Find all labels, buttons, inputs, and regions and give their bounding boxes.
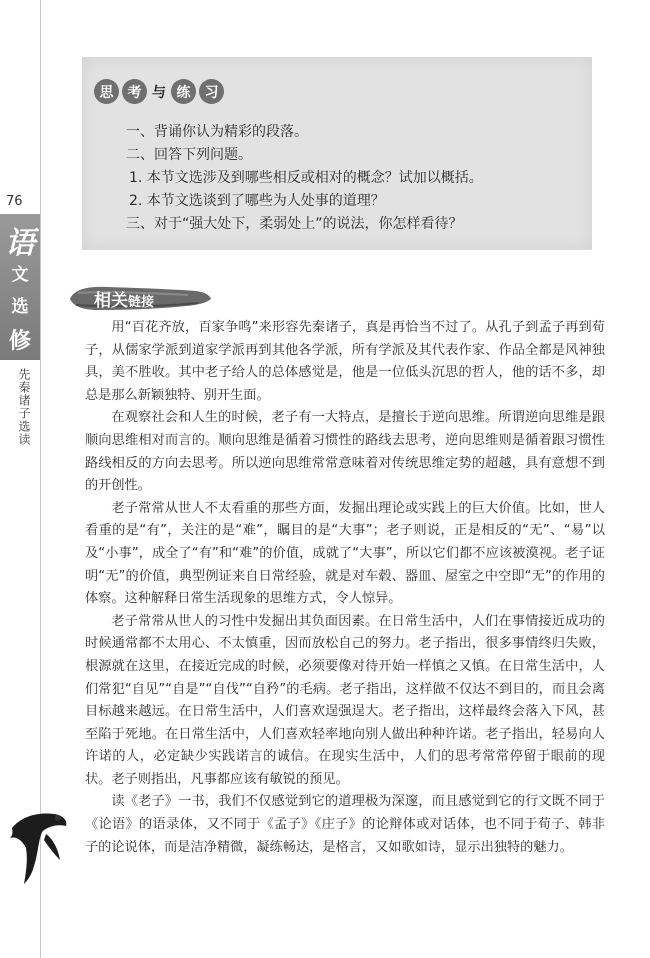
paragraph: 在观察社会和人生的时候，老子有一大特点，是擅长于逆向思维。所谓逆向思维是跟顺向思维相对而言的。顺向思维是循着习惯性的路线去思考，逆向思维则是循着跟习惯性路线相反的方向去思考。所以逆向思维常常意味着对传统思维定势的超越，具有意想不到的开创性。 [85,410,605,494]
book-subtitle: 先秦诸子选读 [17,368,31,446]
exercise-box [82,57,592,250]
related-link-title-main: 相关 [94,291,128,311]
exercise-title-char: 练 [171,79,196,104]
exercise-item: 二、回答下列问题。 [126,147,252,163]
paragraph: 老子常常从世人不太看重的那些方面，发掘出理论或实践上的巨大价值。比如，世人看重的是“有”，关注的是“难”，瞩目的是“大事”；老子则说，正是相反的“无”、“易”以及“小事”，成全了“有”和“难”的价值，成就了“大事”，所以它们都不应该被漠视。老子证明“无”的价值，典型例证来自日常经验，就是对车毂、器皿、屋室之中空即“无”的作用的体察。这种解释日常生活现象的思维方式，令人惊异。 [85,500,605,607]
article-body [85,317,605,859]
paragraph: 老子常常从世人的习性中发掘出其负面因素。在日常生活中，人们在事情接近成功的时候通常都不太用心、不太慎重，因而放松自己的努力。老子指出，很多事情终归失败，根源就在这里，在接近完成的时候，必须要像对待开始一样慎之又慎。在日常生活中，人们常犯“自见”“自是”“自伐”“自矜”的毛病。老子指出，这样做不仅达不到目的，而且会离目标越来越远。在日常生活中，人们喜欢逞强逞大。老子指出，这样最终会落入下风，甚至陷于死地。在日常生活中，人们喜欢轻率地向别人做出种种许诺。老子指出，轻易向人许诺的人，必定缺少实践诺言的诚信。在现实生活中，人们的思考常常停留于眼前的现状。老子则指出，凡事都应该有敏锐的预见。 [85,613,605,787]
paragraph: 用“百花齐放，百家争鸣”来形容先秦诸子，真是再恰当不过了。从孔子到孟子再到荀子，从儒家学派到道家学派再到其他各学派，所有学派及其代表作家、作品全都是风神独具，美不胜收。其中老子给人的总体感觉是，他是一位低头沉思的哲人，他的话不多，却总是那么新颖独特、别开生面。 [85,320,605,403]
exercise-item: 三、对于“强大处下，柔弱处上”的说法，你怎样看待？ [126,216,463,232]
series-char: 文 [11,265,29,285]
exercise-title-char: 考 [122,79,147,104]
related-link-title-small: 链接 [128,295,155,310]
related-link-title [94,286,154,311]
exercise-title-char: 思 [94,79,119,104]
related-link-heading [68,283,213,313]
exercise-title [94,79,224,105]
series-char: 选 [11,297,29,317]
ink-brush-decoration-icon [8,808,70,886]
series-char: 修 [8,328,31,354]
page-number: 76 [6,194,23,209]
exercise-item: 一、背诵你认为精彩的段落。 [126,124,308,140]
exercise-title-char: 与 [152,84,166,101]
series-char: 语 [5,226,35,261]
exercise-title-char: 习 [199,79,224,104]
series-label-block [0,214,40,360]
paragraph: 读《老子》一书，我们不仅感觉到它的道理极为深邃，而且感觉到它的行文既不同于《论语》的语录体，又不同于《孟子》《庄子》的论辩体或对话体，也不同于荀子、韩非子的论说体，而是洁净精微，凝练畅达，是格言，又如歌如诗，显示出独特的魅力。 [85,794,605,855]
exercise-item: 2. 本节文选谈到了哪些为人处事的道理？ [129,193,385,209]
exercise-item: 1. 本节文选涉及到哪些相反或相对的概念？试加以概括。 [129,170,483,186]
